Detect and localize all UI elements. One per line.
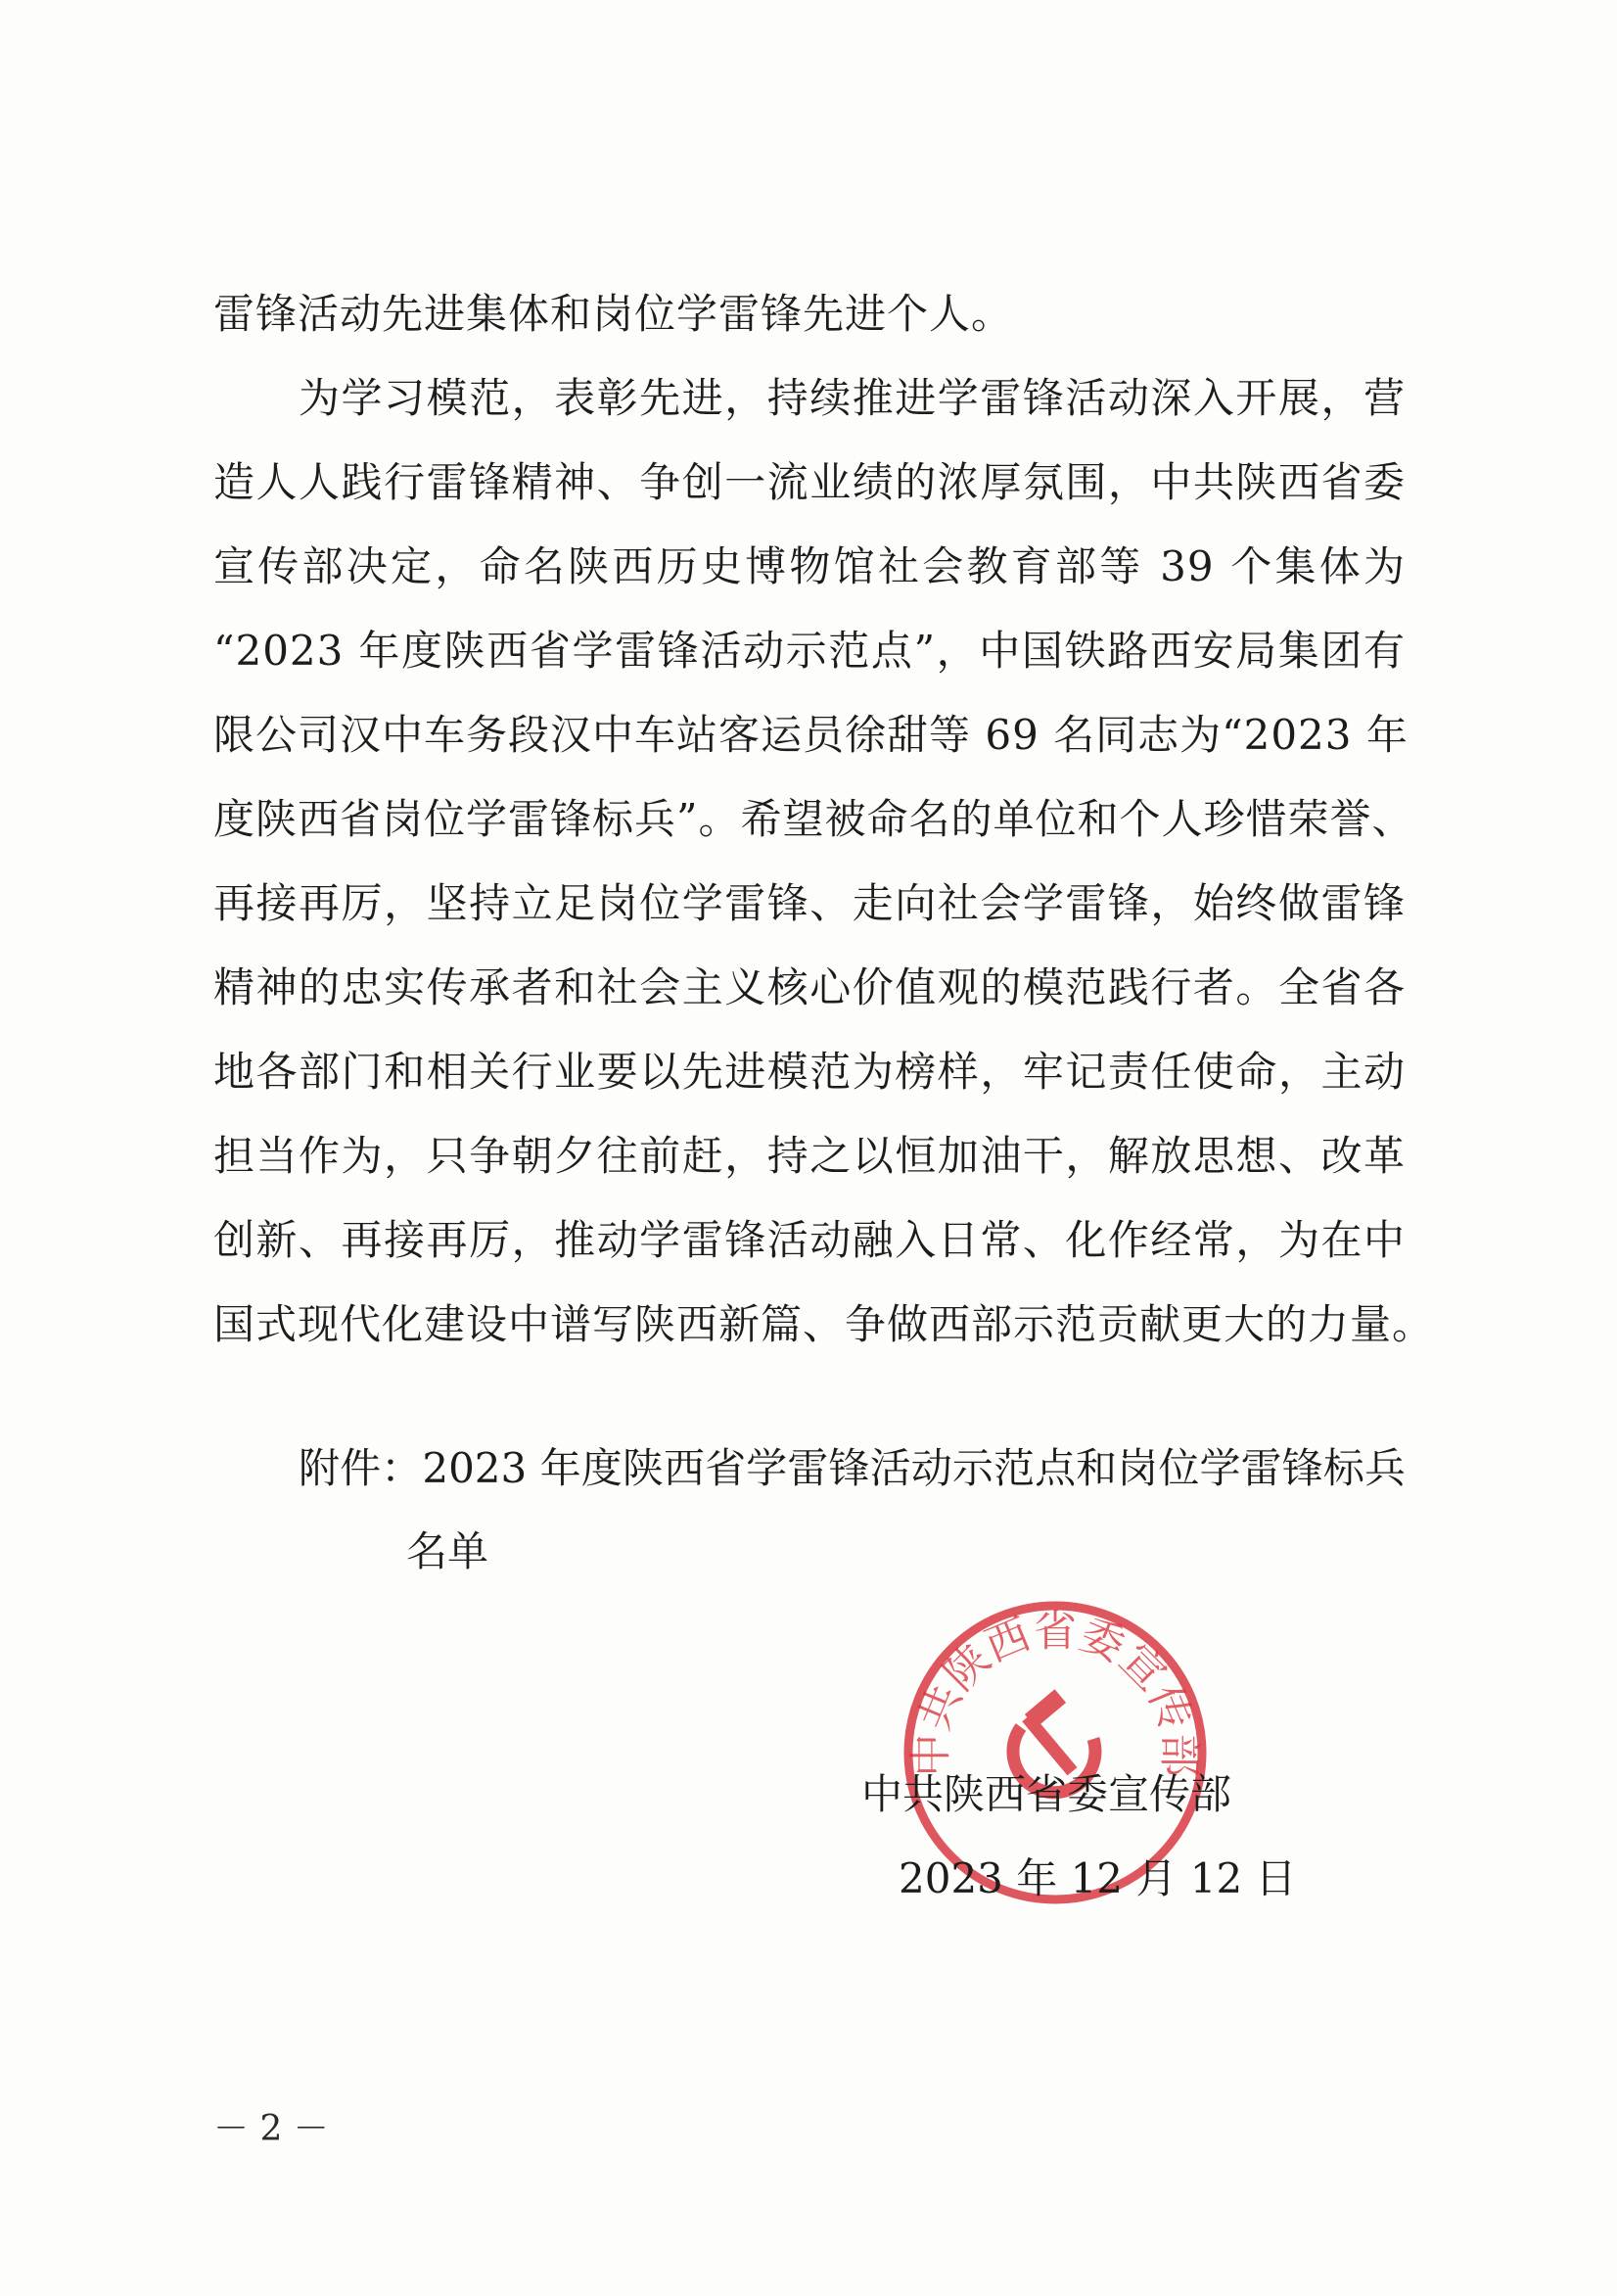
paragraph-line: 度陕西省岗位学雷锋标兵”。希望被命名的单位和个人珍惜荣誉、: [213, 795, 1414, 843]
paragraph-line: 创新、再接再厉，推动学雷锋活动融入日常、化作经常，为在中: [213, 1216, 1406, 1264]
paragraph-line: 国式现代化建设中谱写陕西新篇、争做西部示范贡献更大的力量。: [213, 1300, 1435, 1348]
paragraph-line: 担当作为，只争朝夕往前赶，持之以恒加油干，解放思想、改革: [213, 1132, 1406, 1180]
attachment-line: 附件：2023 年度陕西省学雷锋活动示范点和岗位学雷锋标兵: [299, 1444, 1406, 1492]
issue-date: 2023 年 12 月 12 日: [899, 1854, 1297, 1902]
attachment-continuation: 名单: [406, 1527, 489, 1575]
page-number: － 2 －: [213, 2109, 329, 2149]
paragraph-line: 精神的忠实传承者和社会主义核心价值观的模范践行者。全省各: [213, 963, 1406, 1011]
paragraph-line: 地各部门和相关行业要以先进模范为榜样，牢记责任使命，主动: [213, 1048, 1406, 1096]
paragraph-line: 造人人践行雷锋精神、争创一流业绩的浓厚氛围，中共陕西省委: [213, 458, 1406, 506]
continued-text-line: 雷锋活动先进集体和岗位学雷锋先进个人。: [213, 290, 1014, 338]
paragraph-line: 再接再厉，坚持立足岗位学雷锋、走向社会学雷锋，始终做雷锋: [213, 879, 1406, 927]
seal-text: 中共陕西省委宣传部: [905, 1606, 1205, 1777]
paragraph-line: 限公司汉中车务段汉中车站客运员徐甜等 69 名同志为“2023 年: [213, 711, 1409, 759]
paragraph-line: “2023 年度陕西省学雷锋活动示范点”，中国铁路西安局集团有: [213, 627, 1406, 675]
paragraph-line: 为学习模范，表彰先进，持续推进学雷锋活动深入开展，营: [299, 374, 1406, 422]
paragraph-line: 宣传部决定，命名陕西历史博物馆社会教育部等 39 个集体为: [213, 542, 1406, 590]
issuer-signature: 中共陕西省委宣传部: [861, 1770, 1232, 1818]
